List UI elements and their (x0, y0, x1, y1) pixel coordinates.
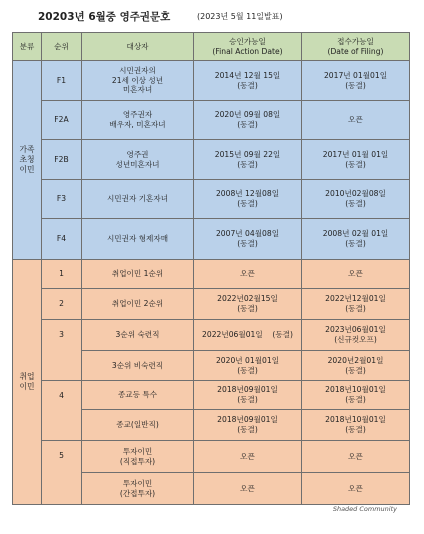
header-rank: 순위 (42, 33, 82, 61)
final-action-cell: 2014년 12월 15일 (동결) (194, 61, 302, 101)
filing-cell: 2020년2월01일 (동결) (302, 351, 410, 381)
table-row (13, 260, 410, 289)
filing-cell: 2018년10월01일 (동결) (302, 381, 410, 410)
rank-cell: 1 (42, 260, 82, 289)
header-filing: 접수가능일 (Date of Filing) (302, 33, 410, 61)
header-category: 분류 (13, 33, 42, 61)
final-action-cell: 2007년 04월08일 (동결) (194, 219, 302, 260)
final-action-cell: 2020년 01월01일 (동결) (194, 351, 302, 381)
filing-cell: 2023년06월01일 (신규컷오프) (302, 320, 410, 351)
final-action-cell: 오픈 (194, 441, 302, 473)
filing-cell: 2008년 02월 01일 (동결) (302, 219, 410, 260)
eligible-cell: 3순위 숙련직 (82, 320, 194, 351)
final-action-cell: 2018년09월01일 (동결) (194, 381, 302, 410)
rank-cell: 3 (42, 320, 82, 381)
final-action-cell: 2020년 09월 08일 (동결) (194, 101, 302, 140)
rank-cell: F4 (42, 219, 82, 260)
final-action-cell: 2022년06월01일 (동결) (194, 320, 302, 351)
filing-cell: 2022년12월01일 (동결) (302, 289, 410, 320)
rank-cell: 5 (42, 441, 82, 505)
final-action-cell: 2008년 12월08일 (동결) (194, 180, 302, 219)
eligible-cell: 종교등 특수 (82, 381, 194, 410)
title-row (0, 9, 424, 25)
rank-cell: 2 (42, 289, 82, 320)
table-row (13, 219, 410, 260)
eligible-cell: 취업이민 1순위 (82, 260, 194, 289)
eligible-cell: 영주권자 배우자, 미혼자녀 (82, 101, 194, 140)
header-eligible: 대상자 (82, 33, 194, 61)
header-row (13, 33, 410, 61)
final-action-cell: 오픈 (194, 473, 302, 505)
filing-cell: 2010년02월08일 (동결) (302, 180, 410, 219)
table-row (13, 101, 410, 140)
table-row (13, 381, 410, 410)
header-final-action: 승인가능일 (Final Action Date) (194, 33, 302, 61)
eligible-cell: 시민권자의 21세 이상 성년 미혼자녀 (82, 61, 194, 101)
table-row (13, 441, 410, 473)
family-group-label: 가족 초청 이민 (13, 61, 42, 260)
filing-cell: 2018년10월01일 (동결) (302, 410, 410, 441)
page-title: 20203년 6월중 영주권문호 (38, 11, 171, 23)
table-row (13, 140, 410, 180)
eligible-cell: 시민권자 기혼자녀 (82, 180, 194, 219)
rank-cell: F2A (42, 101, 82, 140)
eligible-cell: 시민권자 형제자매 (82, 219, 194, 260)
eligible-cell: 취업이민 2순위 (82, 289, 194, 320)
filing-cell: 2017년 01월 01일 (동결) (302, 140, 410, 180)
filing-cell: 2017년 01월01일 (동결) (302, 61, 410, 101)
filing-cell: 오픈 (302, 101, 410, 140)
table-row (13, 61, 410, 101)
rank-cell: F3 (42, 180, 82, 219)
eligible-cell: 투자이민 (간접투자) (82, 473, 194, 505)
eligible-cell: 3순위 비숙련직 (82, 351, 194, 381)
final-action-cell: 2015년 09월 22일 (동결) (194, 140, 302, 180)
rank-cell: F2B (42, 140, 82, 180)
filing-cell: 오픈 (302, 260, 410, 289)
eligible-cell: 투자이민 (직접투자) (82, 441, 194, 473)
final-action-cell: 2018년09월01일 (동결) (194, 410, 302, 441)
filing-cell: 오픈 (302, 441, 410, 473)
employment-group-label: 취업 이민 (13, 260, 42, 505)
eligible-cell: 영주권 성년미혼자녀 (82, 140, 194, 180)
rank-cell: F1 (42, 61, 82, 101)
final-action-cell: 오픈 (194, 260, 302, 289)
source-credit: Shaded Community (332, 505, 397, 513)
filing-cell: 오픈 (302, 473, 410, 505)
final-action-cell: 2022년02월15일 (동결) (194, 289, 302, 320)
eligible-cell: 종교(일반직) (82, 410, 194, 441)
announcement-date: (2023년 5월 11일발표) (197, 12, 283, 21)
visa-bulletin-table (12, 32, 410, 505)
rank-cell: 4 (42, 381, 82, 441)
table-row (13, 320, 410, 351)
table-row (13, 180, 410, 219)
table-row (13, 289, 410, 320)
